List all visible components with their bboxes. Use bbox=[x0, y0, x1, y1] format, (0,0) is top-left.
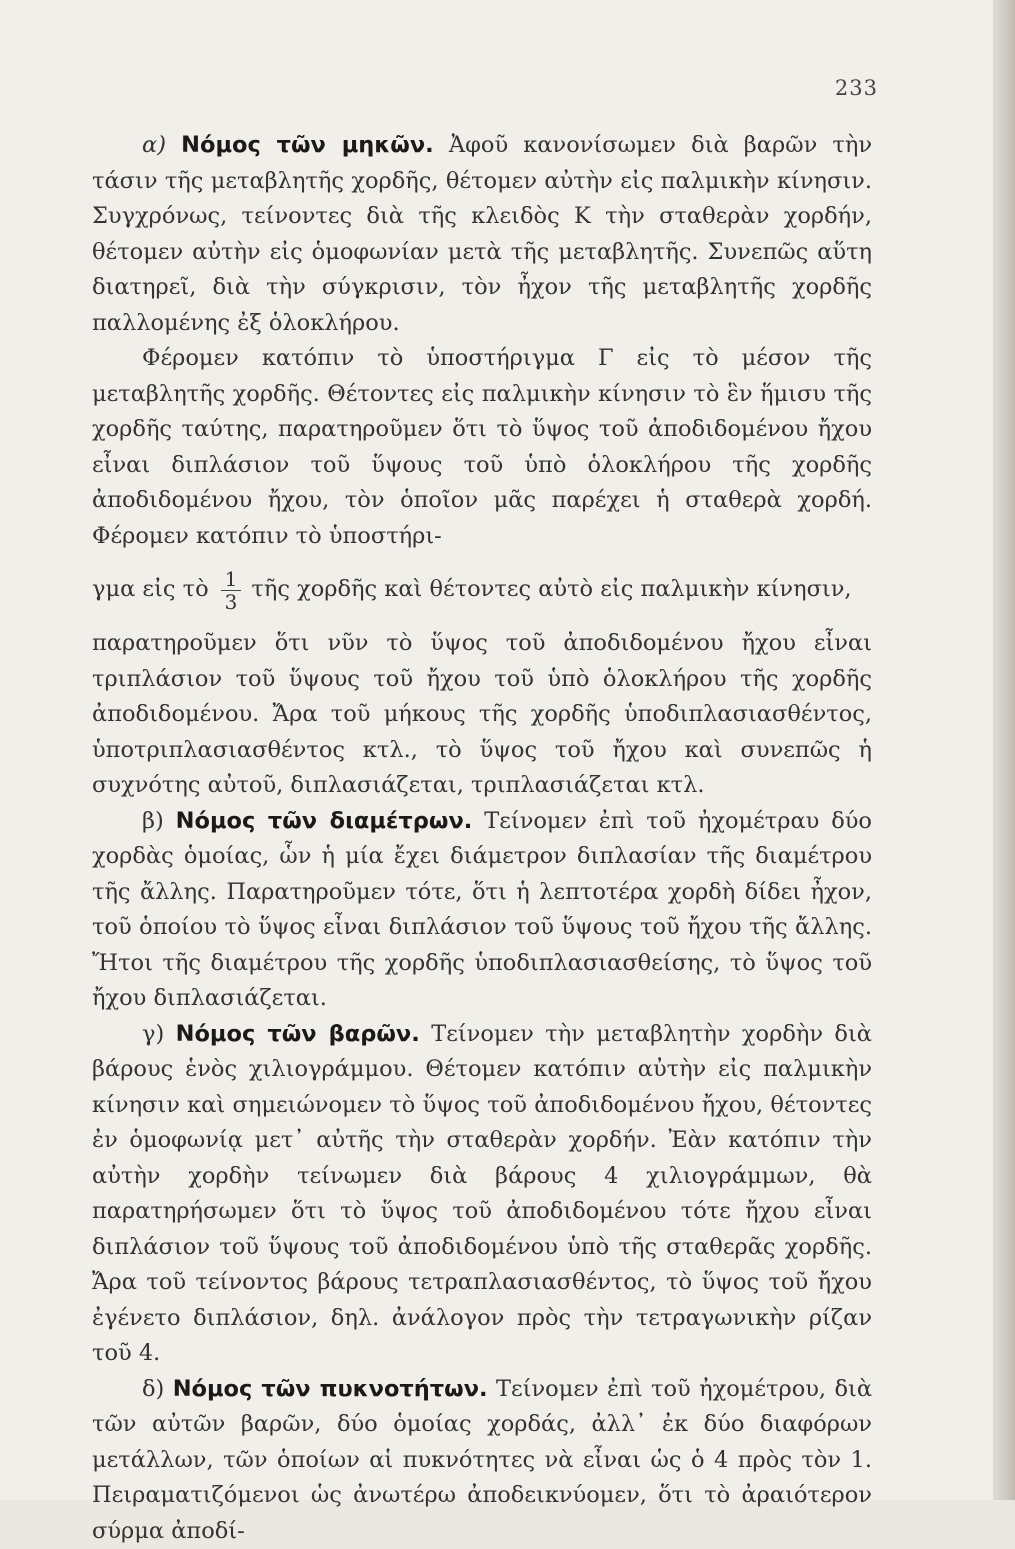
fraction-line bbox=[92, 554, 872, 626]
section-d-paragraph bbox=[92, 1372, 872, 1549]
fraction-denominator: 3 bbox=[221, 591, 242, 613]
fraction-numerator: 1 bbox=[221, 568, 242, 591]
section-c-label: γ) bbox=[142, 1021, 164, 1047]
section-c-text: Τείνομεν τὴν μεταβλητὴν χορδὴν διὰ βάρους ἑνὸς χιλιογράμμου. Θέτομεν κατόπιν αὐτὴν εἰς παλμικὴν κίνησιν καὶ σημειώνομεν τὸ ὕψος τοῦ ἀποδιδομένου ἤχου, θέτοντες ἐν ὁμοφωνίᾳ μετ᾽ αὐτῆς τὴν σταθερὰν χορδήν. Ἐὰν κατόπιν τὴν αὐτὴν χορδὴν τείνωμεν διὰ βάρους 4 χιλιογράμμων, θὰ παρατηρήσωμεν ὅτι τὸ ὕψος τοῦ ἀποδιδομένου τότε ἤχου εἶναι διπλάσιον τοῦ ὕψους τοῦ ἀποδιδομένου ὑπὸ τῆς σταθερᾶς χορδῆς. Ἄρα τοῦ τείνοντος βάρους τετραπλασιασθέντος, τὸ ὕψος τοῦ ἤχου ἐγένετο διπλάσιον, δηλ. ἀνάλογον πρὸς τὴν τετραγωνικὴν ρίζαν τοῦ 4. bbox=[92, 1021, 872, 1367]
section-b-paragraph bbox=[92, 804, 872, 1017]
fraction-one-third bbox=[221, 568, 242, 613]
page-number: 233 bbox=[818, 76, 878, 100]
page-edge bbox=[993, 0, 1015, 1500]
fraction-line-after: τῆς χορδῆς καὶ θέτοντες αὐτὸ εἰς παλμικὴν κίνησιν, bbox=[251, 572, 851, 608]
section-a-label: α) bbox=[142, 132, 166, 158]
section-a-paragraph-3: παρατηροῦμεν ὅτι νῦν τὸ ὕψος τοῦ ἀποδιδομένου ἤχου εἶναι τριπλάσιον τοῦ ὕψους τοῦ ἤχου τοῦ ὑπὸ ὁλοκλήρου τῆς χορδῆς ἀποδιδομένου. Ἄρα τοῦ μήκους τῆς χορδῆς ὑποδιπλασιασθέντος, ὑποτριπλασιασθέντος κτλ., τὸ ὕψος τοῦ ἤχου καὶ συνεπῶς ἡ συχνότης αὐτοῦ, διπλασιάζεται, τριπλασιάζεται κτλ. bbox=[92, 626, 872, 804]
section-d-label: δ) bbox=[142, 1376, 164, 1402]
body-text bbox=[92, 128, 872, 1549]
section-a-paragraph-2: Φέρομεν κατόπιν τὸ ὑποστήριγμα Γ εἰς τὸ μέσον τῆς μεταβλητῆς χορδῆς. Θέτοντες εἰς παλμικὴν κίνησιν τὸ ἓν ἥμισυ τῆς χορδῆς ταύτης, παρατηροῦμεν ὅτι τὸ ὕψος τοῦ ἀποδιδομένου ἤχου εἶναι διπλάσιον τοῦ ὕψους τοῦ ὑπὸ ὁλοκλήρου τῆς χορδῆς ἀποδιδομένου ἤχου, τὸν ὁποῖον μᾶς παρέχει ἡ σταθερὰ χορδή. Φέρομεν κατόπιν τὸ ὑποστήρι- bbox=[92, 341, 872, 554]
section-c-paragraph bbox=[92, 1017, 872, 1372]
section-a-heading: Νόμος τῶν μηκῶν. bbox=[181, 132, 434, 158]
section-b-text: Τείνομεν ἐπὶ τοῦ ἠχομέτραυ δύο χορδὰς ὁμοίας, ὧν ἡ μία ἔχει διάμετρον διπλασίαν τῆς διαμέτρου τῆς ἄλλης. Παρατηροῦμεν τότε, ὅτι ἡ λεπτοτέρα χορδὴ δίδει ἦχον, τοῦ ὁποίου τὸ ὕψος εἶναι διπλάσιον τοῦ ὕψους τοῦ ἤχου τῆς ἄλλης. Ἤτοι τῆς διαμέτρου τῆς χορδῆς ὑποδιπλασιασθείσης, τὸ ὕψος τοῦ ἤχου διπλασιάζεται. bbox=[92, 808, 872, 1012]
section-a-paragraph-1 bbox=[92, 128, 872, 341]
section-b-label: β) bbox=[142, 808, 164, 834]
section-d-text: Τείνομεν ἐπὶ τοῦ ἠχομέτρου, διὰ τῶν αὐτῶν βαρῶν, δύο ὁμοίας χορδάς, ἀλλ᾽ ἐκ δύο διαφόρων μετάλλων, τῶν ὁποίων αἱ πυκνότητες νὰ εἶναι ὡς ὁ 4 πρὸς τὸν 1. Πειραματιζόμενοι ὡς ἀνωτέρω ἀποδεικνύομεν, ὅτι τὸ ἀραιότερον σύρμα ἀποδί- bbox=[92, 1376, 872, 1544]
section-a-text-1: Ἀφοῦ κανονίσωμεν διὰ βαρῶν τὴν τάσιν τῆς μεταβλητῆς χορδῆς, θέτομεν αὐτὴν εἰς παλμικὴν κίνησιν. Συγχρόνως, τείνοντες διὰ τῆς κλειδὸς K τὴν σταθερὰν χορδήν, θέτομεν αὐτὴν εἰς ὁμοφωνίαν μετὰ τῆς μεταβλητῆς. Συνεπῶς αὕτη διατηρεῖ, διὰ τὴν σύγκρισιν, τὸν ἦχον τῆς μεταβλητῆς χορδῆς παλλομένης ἐξ ὁλοκλήρου. bbox=[92, 132, 872, 336]
section-d-heading: Νόμος τῶν πυκνοτήτων. bbox=[173, 1376, 488, 1402]
fraction-line-before: γμα εἰς τὸ bbox=[92, 572, 209, 608]
section-c-heading: Νόμος τῶν βαρῶν. bbox=[176, 1021, 420, 1047]
section-b-heading: Νόμος τῶν διαμέτρων. bbox=[176, 808, 473, 834]
